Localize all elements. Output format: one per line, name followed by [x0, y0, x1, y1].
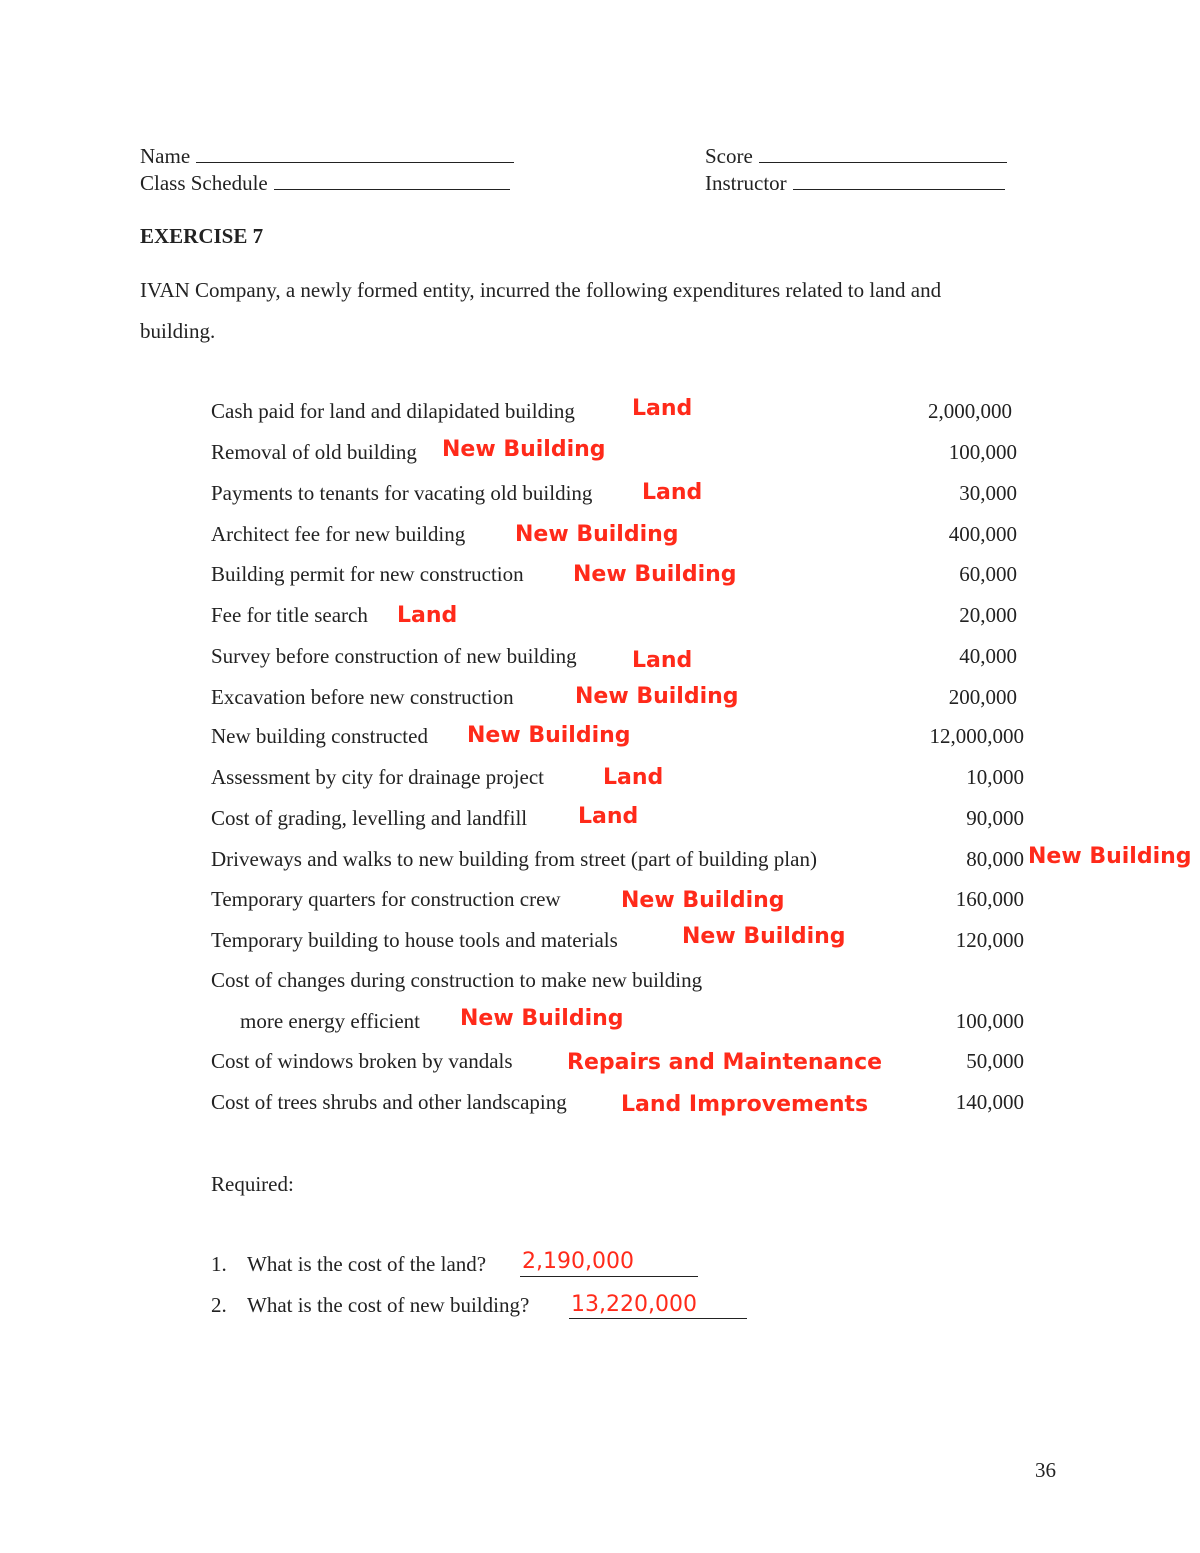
item-tag: Land Improvements	[621, 1092, 869, 1117]
item-amount: 2,000,000	[928, 399, 1012, 423]
score-label: Score	[705, 144, 753, 168]
item-desc: Cost of trees shrubs and other landscaping	[211, 1090, 567, 1114]
item-tag: New Building	[515, 522, 679, 547]
item-tag: Land	[397, 603, 458, 628]
item-amount: 400,000	[948, 522, 1017, 546]
item-amount: 90,000	[966, 806, 1024, 830]
item-desc: more energy efficient	[240, 1009, 420, 1033]
item-desc: Architect fee for new building	[211, 522, 466, 546]
item-amount: 100,000	[955, 1009, 1024, 1033]
class-schedule-blank	[274, 169, 510, 190]
score-blank	[759, 142, 1007, 163]
item-desc: Cost of windows broken by vandals	[211, 1049, 513, 1073]
item-tag: New Building	[573, 562, 737, 587]
item-amount: 50,000	[966, 1049, 1024, 1073]
item-desc: Cash paid for land and dilapidated building	[211, 399, 575, 423]
item-amount: 200,000	[948, 685, 1017, 709]
answer-underline	[520, 1276, 698, 1277]
answer-building: 13,220,000	[571, 1292, 697, 1317]
instructor-blank	[793, 169, 1005, 190]
item-tag: Land	[578, 804, 639, 829]
item-tag: Repairs and Maintenance	[567, 1050, 883, 1075]
class-schedule-field	[140, 169, 510, 196]
item-tag: New Building	[1028, 844, 1192, 869]
item-amount: 100,000	[948, 440, 1017, 464]
item-tag: New Building	[621, 888, 785, 913]
instructor-field	[705, 169, 1005, 196]
item-desc: New building constructed	[211, 724, 428, 748]
item-desc: Payments to tenants for vacating old building	[211, 481, 593, 505]
item-desc: Removal of old building	[211, 440, 417, 464]
question-text: What is the cost of the land?	[247, 1252, 487, 1276]
item-tag: New Building	[467, 723, 631, 748]
page-number: 36	[1035, 1458, 1056, 1482]
item-desc: Excavation before new construction	[211, 685, 514, 709]
item-tag: New Building	[575, 684, 739, 709]
item-amount: 40,000	[959, 644, 1017, 668]
name-field	[140, 142, 514, 169]
item-tag: New Building	[682, 924, 846, 949]
item-desc: Building permit for new construction	[211, 562, 524, 586]
item-amount: 120,000	[955, 928, 1024, 952]
item-desc: Assessment by city for drainage project	[211, 765, 544, 789]
item-tag: Land	[603, 765, 664, 790]
item-desc: Cost of grading, levelling and landfill	[211, 806, 528, 830]
item-amount: 60,000	[959, 562, 1017, 586]
item-desc: Survey before construction of new building	[211, 644, 577, 668]
item-desc: Fee for title search	[211, 603, 368, 627]
item-desc: Cost of changes during construction to make new building	[211, 968, 703, 992]
item-tag: Land	[642, 480, 703, 505]
item-amount: 20,000	[959, 603, 1017, 627]
intro-line-1: IVAN Company, a newly formed entity, incurred the following expenditures related to land and	[140, 278, 942, 302]
class-schedule-label: Class Schedule	[140, 171, 268, 195]
item-desc: Driveways and walks to new building from street (part of building plan)	[211, 847, 817, 871]
item-desc: Temporary building to house tools and materials	[211, 928, 618, 952]
question-number: 2.	[211, 1293, 227, 1317]
item-amount: 10,000	[966, 765, 1024, 789]
item-amount: 80,000	[966, 847, 1024, 871]
answer-land: 2,190,000	[522, 1249, 634, 1274]
item-amount: 30,000	[959, 481, 1017, 505]
item-tag: New Building	[442, 437, 606, 462]
required-label: Required:	[211, 1172, 294, 1196]
item-tag: Land	[632, 648, 693, 673]
question-number: 1.	[211, 1252, 227, 1276]
item-amount: 140,000	[955, 1090, 1024, 1114]
item-tag: New Building	[460, 1006, 624, 1031]
answer-underline	[569, 1318, 747, 1319]
item-amount: 12,000,000	[929, 724, 1024, 748]
item-amount: 160,000	[955, 887, 1024, 911]
intro-line-2: building.	[140, 319, 216, 343]
item-desc: Temporary quarters for construction crew	[211, 887, 561, 911]
question-text: What is the cost of new building?	[247, 1293, 530, 1317]
name-label: Name	[140, 144, 191, 168]
exercise-title: EXERCISE 7	[140, 224, 264, 248]
instructor-label: Instructor	[705, 171, 787, 195]
name-blank	[196, 142, 514, 163]
item-tag: Land	[632, 396, 693, 421]
score-field	[705, 142, 1007, 169]
